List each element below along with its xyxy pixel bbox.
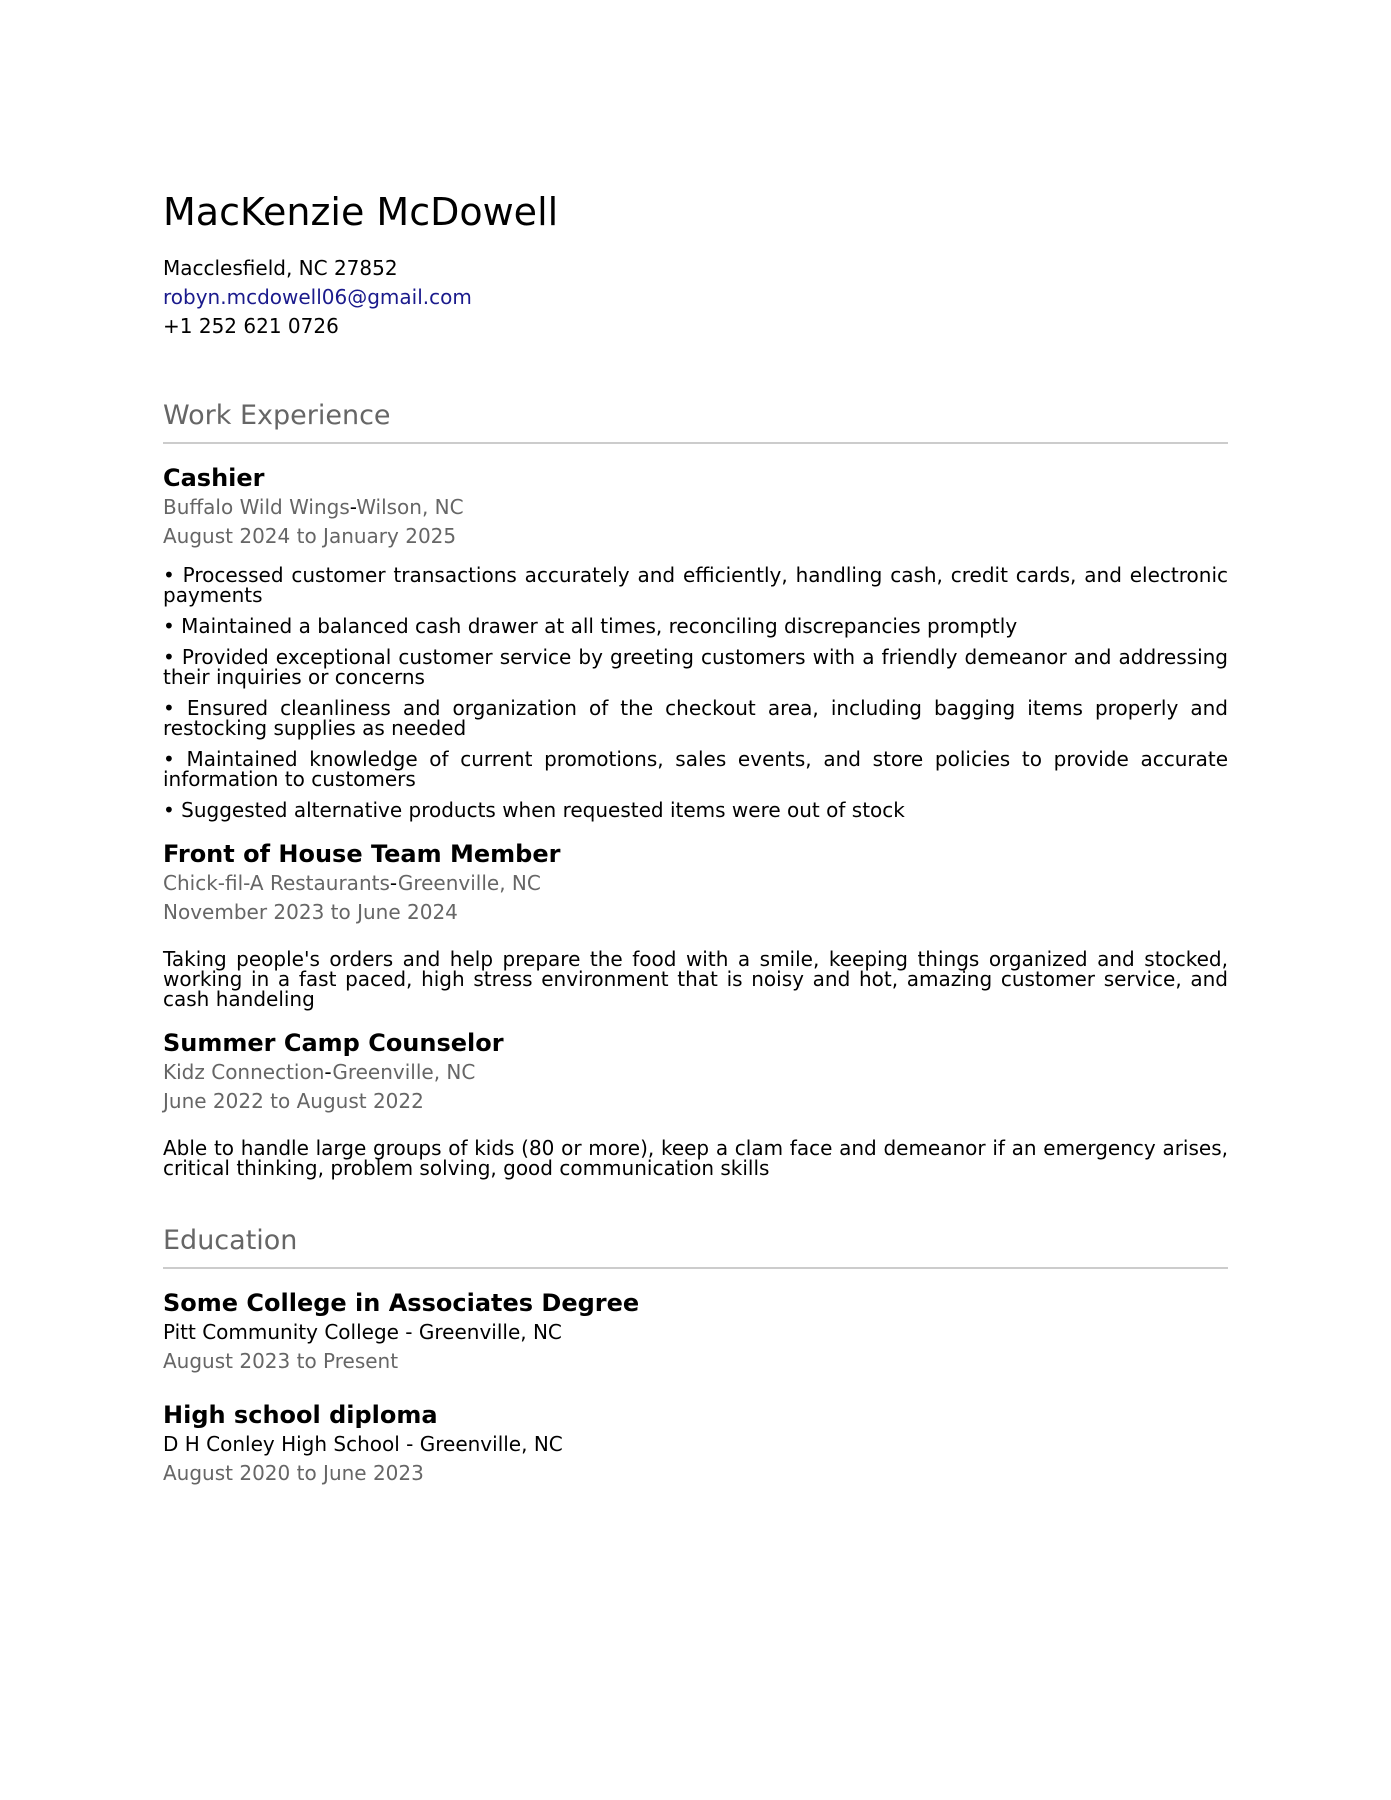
- phone-text: +1 252 621 0726: [163, 314, 339, 338]
- bullet-item: • Provided exceptional customer service by greeting customers with a friendly demeanor and addressing their inquiries or concerns: [163, 645, 1228, 689]
- company-location: Greenville, NC: [397, 871, 541, 895]
- job-dates: August 2024 to January 2025: [163, 524, 457, 548]
- education-entry: [163, 1400, 1228, 1488]
- job-title: Summer Camp Counselor: [163, 1029, 504, 1057]
- job-bullets: [163, 565, 1228, 820]
- work-experience-section: [163, 398, 1228, 1178]
- company-name: Kidz Connection: [163, 1060, 325, 1084]
- location-text: Macclesfield, NC 27852: [163, 256, 398, 280]
- job-title: Cashier: [163, 464, 265, 492]
- section-title-education: Education: [163, 1225, 298, 1256]
- company-separator: -: [389, 871, 398, 895]
- bullet-item: • Suggested alternative products when requested items were out of stock: [163, 798, 905, 822]
- degree-title: Some College in Associates Degree: [163, 1289, 640, 1317]
- job-entry: [163, 463, 1228, 820]
- degree-title: High school diploma: [163, 1401, 438, 1429]
- education-dates: August 2020 to June 2023: [163, 1461, 424, 1485]
- bullet-item: • Processed customer transactions accurately and efficiently, handling cash, credit cards, and electronic payments: [163, 563, 1228, 607]
- job-company: [163, 1058, 1228, 1087]
- education-dates: August 2023 to Present: [163, 1349, 399, 1373]
- job-dates: June 2022 to August 2022: [163, 1089, 424, 1113]
- job-company: [163, 869, 1228, 898]
- section-divider: [163, 1267, 1228, 1269]
- job-company: [163, 493, 1228, 522]
- school-name: Pitt Community College - Greenville, NC: [163, 1320, 562, 1344]
- bullet-item: • Ensured cleanliness and organization of the checkout area, including bagging items properly and restocking supplies as needed: [163, 696, 1228, 740]
- section-divider: [163, 442, 1228, 444]
- school-name: D H Conley High School - Greenville, NC: [163, 1432, 563, 1456]
- job-description: Able to handle large groups of kids (80 or more), keep a clam face and demeanor if an emergency arises, critical thinking, problem solving, good communication skills: [163, 1136, 1228, 1180]
- job-entry: [163, 1028, 1228, 1178]
- company-location: Greenville, NC: [332, 1060, 476, 1084]
- company-separator: -: [349, 495, 357, 519]
- job-dates: November 2023 to June 2024: [163, 900, 458, 924]
- company-location: Wilson, NC: [356, 495, 464, 519]
- education-section: [163, 1223, 1228, 1488]
- job-entry: [163, 839, 1228, 1009]
- email-link[interactable]: robyn.mcdowell06@gmail.com: [163, 285, 472, 309]
- candidate-name: MacKenzie McDowell: [163, 190, 559, 234]
- bullet-item: • Maintained a balanced cash drawer at all times, reconciling discrepancies promptly: [163, 614, 1018, 638]
- company-name: Buffalo Wild Wings: [163, 495, 350, 519]
- job-description: Taking people's orders and help prepare the food with a smile, keeping things organized and stocked, working in a fast paced, high stress environment that is noisy and hot, amazing customer service, and cash handeling: [163, 947, 1228, 1011]
- bullet-item: • Maintained knowledge of current promotions, sales events, and store policies to provide accurate information to customers: [163, 747, 1228, 791]
- section-title-work: Work Experience: [163, 400, 391, 431]
- education-entry: [163, 1288, 1228, 1376]
- contact-block: [163, 254, 1228, 341]
- job-title: Front of House Team Member: [163, 840, 561, 868]
- company-name: Chick-fil-A Restaurants: [163, 871, 390, 895]
- company-separator: -: [324, 1060, 333, 1084]
